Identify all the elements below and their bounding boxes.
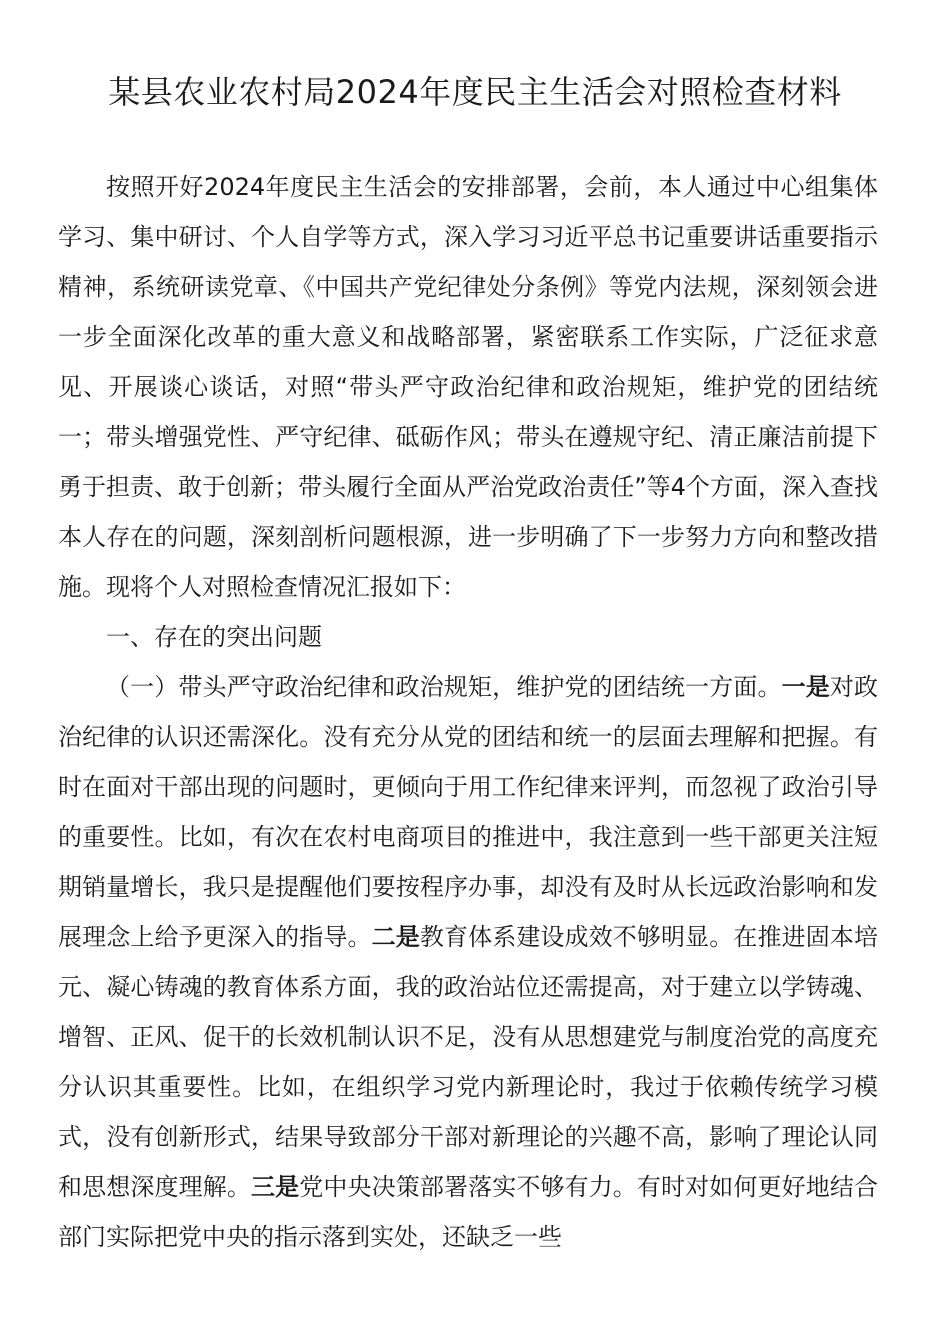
point-2-text: 教育体系建设成效不够明显。在推进固本培元、凝心铸魂的教育体系方面，我的政治站位还需提高，对于建立以学铸魂、增智、正风、促干的长效机制认识不足，没有从思想建党与制度治党的高度充分认识其重要性。比如，在组织学习党内新理论时，我过于依赖传统学习模式，没有创新形式，结果导致部分干部对新理论的兴趣不高，影响了理论认同和思想深度理解。 bbox=[58, 923, 879, 1201]
subsection-heading: （一）带头严守政治纪律和政治规矩，维护党的团结统一方面。 bbox=[106, 673, 782, 701]
subsection-paragraph bbox=[58, 662, 878, 1262]
document-body bbox=[58, 162, 878, 1262]
section-heading: 一、存在的突出问题 bbox=[106, 623, 322, 651]
intro-paragraph: 按照开好2024年度民主生活会的安排部署，会前，本人通过中心组集体学习、集中研讨、个人自学等方式，深入学习习近平总书记重要讲话重要指示精神，系统研读党章、《中国共产党纪律处分条例》等党内法规，深刻领会进一步全面深化改革的重大意义和战略部署，紧密联系工作实际，广泛征求意见、开展谈心谈话，对照“带头严守政治纪律和政治规矩，维护党的团结统一；带头增强党性、严守纪律、砥砺作风；带头在遵规守纪、清正廉洁前提下勇于担责、敢于创新；带头履行全面从严治党政治责任”等4个方面，深入查找本人存在的问题，深刻剖析问题根源，进一步明确了下一步努力方向和整改措施。现将个人对照检查情况汇报如下： bbox=[58, 173, 878, 601]
point-2-label: 二是 bbox=[371, 923, 420, 951]
document-title: 某县农业农村局2024年度民主生活会对照检查材料 bbox=[108, 73, 842, 111]
point-1-text: 对政治纪律的认识还需深化。没有充分从党的团结和统一的层面去理解和把握。有时在面对干部出现的问题时，更倾向于用工作纪律来评判，而忽视了政治引导的重要性。比如，有次在农村电商项目的推进中，我注意到一些干部更关注短期销量增长，我只是提醒他们要按程序办事，却没有及时从长远政治影响和发展理念上给予更深入的指导。 bbox=[58, 673, 879, 951]
point-3-label: 三是 bbox=[250, 1173, 300, 1201]
point-3-text: 党中央决策部署落实不够有力。有时对如何更好地结合部门实际把党中央的指示落到实处，还缺乏一些 bbox=[58, 1173, 879, 1251]
point-1-label: 一是 bbox=[781, 673, 830, 701]
